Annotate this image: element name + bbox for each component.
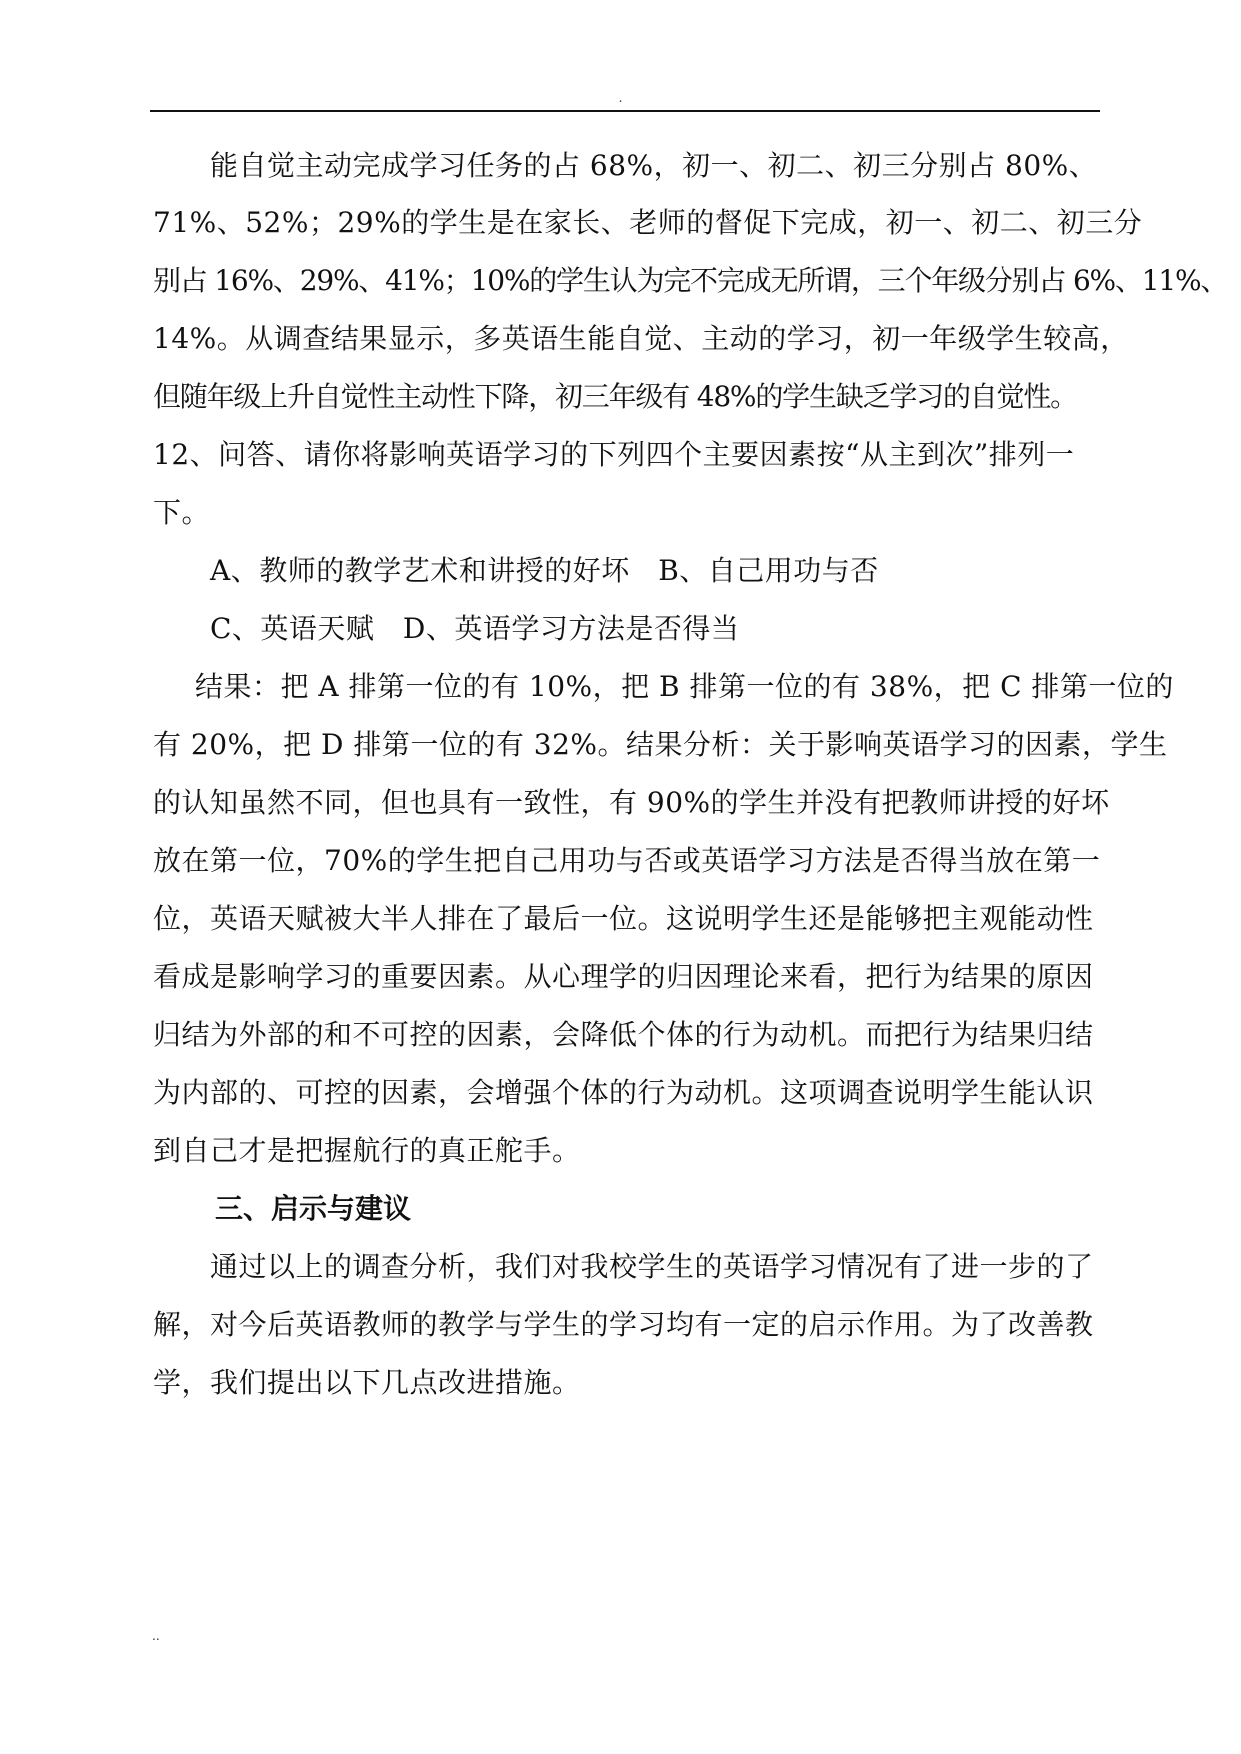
question-line: 下。	[153, 496, 211, 529]
body-line: 放在第一位，70%的学生把自己用功与否或英语学习方法是否得当放在第一	[153, 844, 1101, 877]
closing-line: 学，我们提出以下几点改进措施。	[153, 1366, 581, 1399]
closing-line: 通过以上的调查分析，我们对我校学生的英语学习情况有了进一步的了	[210, 1250, 1094, 1283]
body-line: 为内部的、可控的因素，会增强个体的行为动机。这项调查说明学生能认识	[153, 1076, 1094, 1109]
body-line: 71%、52%；29%的学生是在家长、老师的督促下完成，初一、初二、初三分	[153, 206, 1143, 239]
body-line: 到自己才是把握航行的真正舵手。	[153, 1134, 581, 1167]
result-line: 结果：把 A 排第一位的有 10%，把 B 排第一位的有 38%，把 C 排第一位的	[195, 670, 1174, 703]
body-line: 别占 16%、29%、41%；10%的学生认为完不完成无所谓，三个年级分别占 6%、11%、	[153, 264, 1228, 297]
option-line: C、英语天赋 D、英语学习方法是否得当	[210, 612, 740, 645]
option-line: A、教师的教学艺术和讲授的好坏 B、自己用功与否	[210, 554, 879, 587]
body-line: 能自觉主动完成学习任务的占 68%，初一、初二、初三分别占 80%、	[210, 149, 1098, 182]
section-heading: 三、启示与建议	[215, 1192, 412, 1225]
footer-mark: ..	[152, 1629, 160, 1643]
header-mark: .	[618, 91, 623, 105]
body-line: 归结为外部的和不可控的因素，会降低个体的行为动机。而把行为结果归结	[153, 1018, 1094, 1051]
body-line: 14%。从调查结果显示，多英语生能自觉、主动的学习，初一年级学生较高，	[153, 322, 1129, 355]
body-line: 位，英语天赋被大半人排在了最后一位。这说明学生还是能够把主观能动性	[153, 902, 1094, 935]
body-line: 看成是影响学习的重要因素。从心理学的归因理论来看，把行为结果的原因	[153, 960, 1094, 993]
question-line: 12、问答、请你将影响英语学习的下列四个主要因素按“从主到次”排列一	[153, 438, 1075, 471]
header-rule	[150, 110, 1100, 112]
body-line: 的认知虽然不同，但也具有一致性，有 90%的学生并没有把教师讲授的好坏	[153, 786, 1110, 819]
body-line: 但随年级上升自觉性主动性下降，初三年级有 48%的学生缺乏学习的自觉性。	[153, 380, 1077, 413]
result-line: 有 20%，把 D 排第一位的有 32%。结果分析：关于影响英语学习的因素，学生	[153, 728, 1168, 761]
closing-line: 解，对今后英语教师的教学与学生的学习均有一定的启示作用。为了改善教	[153, 1308, 1094, 1341]
